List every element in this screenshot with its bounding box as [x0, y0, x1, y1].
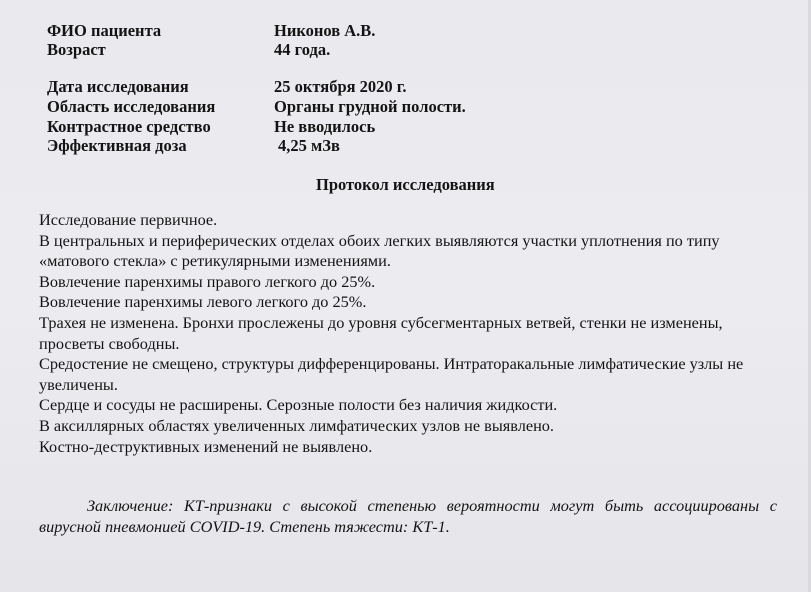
findings-line: просветы свободны.: [39, 333, 180, 353]
contrast-value: Не вводилось: [274, 117, 376, 136]
findings-line: Средостение не смещено, структуры дифференцированы. Интраторакальные лимфатические узлы не: [39, 354, 744, 374]
findings-line: «матового стекла» с ретикулярными изменениями.: [39, 251, 391, 271]
study-area-value: Органы грудной полости.: [274, 97, 466, 116]
findings-line: Вовлечение паренхимы левого легкого до 25%.: [39, 292, 367, 312]
findings-text: [39, 210, 769, 457]
patient-name-label: ФИО пациента: [47, 21, 162, 40]
conclusion-text: [39, 495, 777, 537]
contrast-label: Контрастное средство: [47, 117, 211, 136]
findings-line: Вовлечение паренхимы правого легкого до 25%.: [39, 271, 376, 291]
findings-line: Исследование первичное.: [39, 210, 218, 229]
effective-dose-value: 4,25 мЗв: [278, 136, 340, 155]
findings-line: Сердце и сосуды не расширены. Серозные полости без наличия жидкости.: [39, 395, 558, 415]
conclusion-line-2: вирусной пневмонией COVID-19. Степень тяжести: КТ-1.: [39, 517, 450, 536]
findings-line: В аксиллярных областях увеличенных лимфатических узлов не выявлено.: [39, 415, 554, 435]
protocol-title: Протокол исследования: [316, 175, 495, 194]
age-value: 44 года.: [274, 40, 331, 59]
study-area-label: Область исследования: [47, 97, 216, 116]
study-date-value: 25 октября 2020 г.: [274, 77, 407, 96]
study-date-label: Дата исследования: [47, 77, 189, 96]
effective-dose-label: Эффективная доза: [47, 136, 187, 155]
patient-name-value: Никонов А.В.: [274, 21, 376, 40]
findings-line: В центральных и периферических отделах обоих легких выявляются участки уплотнения по типу: [39, 230, 720, 250]
age-label: Возраст: [47, 40, 106, 59]
findings-line: Костно-деструктивных изменений не выявлено.: [39, 436, 373, 456]
findings-line: Трахея не изменена. Бронхи прослежены до уровня субсегментарных ветвей, стенки не изменены,: [39, 312, 723, 332]
findings-line: увеличены.: [39, 374, 118, 394]
conclusion-line-1: Заключение: КТ-признаки с высокой степенью вероятности могут быть ассоциированы с: [87, 496, 777, 515]
